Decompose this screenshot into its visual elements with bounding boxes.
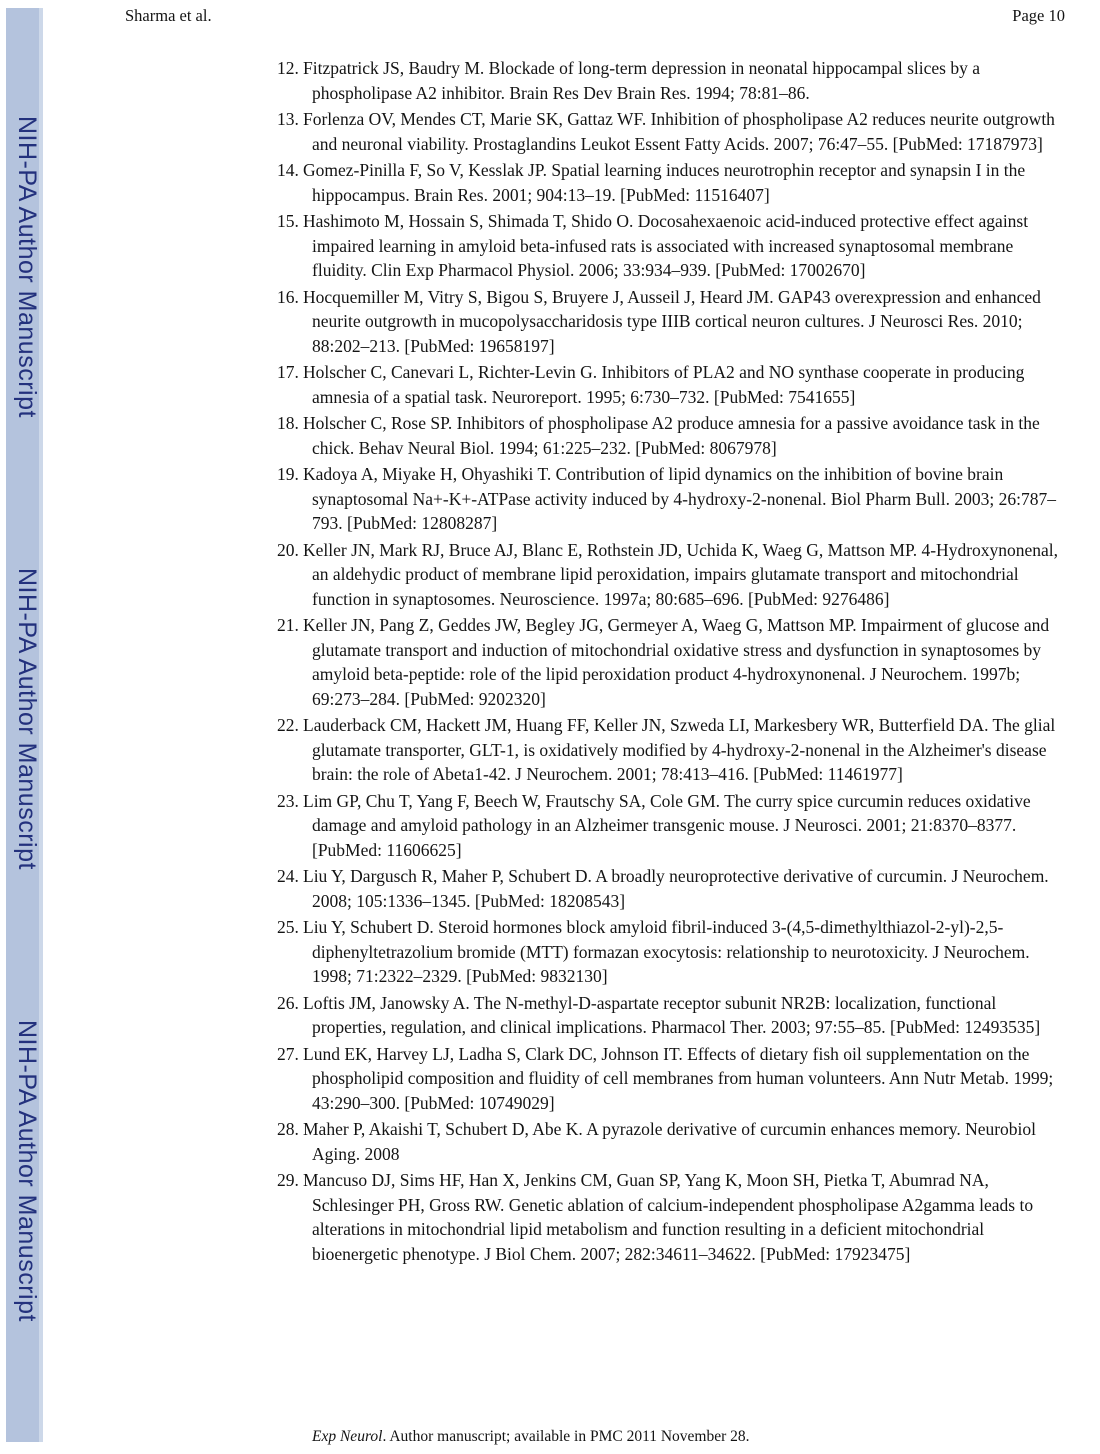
reference-item <box>277 158 1066 207</box>
reference-item <box>277 915 1066 989</box>
reference-text: Keller JN, Mark RJ, Bruce AJ, Blanc E, Rothstein JD, Uchida K, Waeg G, Mattson MP. 4-Hydroxynonenal, an aldehydic product of membrane lipid peroxidation, impairs glutamate transport and mitochondrial function in synaptosomes. Neuroscience. 1997a; 80:685–696. [PubMed: 9276486] <box>303 539 1059 609</box>
reference-item <box>277 107 1066 156</box>
reference-item <box>277 285 1066 359</box>
reference-item <box>277 462 1066 536</box>
reference-number: 17. <box>277 362 299 382</box>
reference-text: Forlenza OV, Mendes CT, Marie SK, Gattaz WF. Inhibition of phospholipase A2 reduces neurite outgrowth and neuronal viability. Prostaglandins Leukot Essent Fatty Acids. 2007; 76:47–55. [PubMed: 17187973] <box>303 109 1055 154</box>
references-list <box>277 56 1066 1268</box>
reference-text: Hashimoto M, Hossain S, Shimada T, Shido O. Docosahexaenoic acid-induced protective effect against impaired learning in amyloid beta-infused rats is associated with increased synaptosomal membrane fluidity. Clin Exp Pharmacol Physiol. 2006; 33:934–939. [PubMed: 17002670] <box>303 211 1029 280</box>
footer-citation-text: . Author manuscript; available in PMC 2011 November 28. <box>382 1428 750 1445</box>
nihpa-watermark-label-middle: NIH-PA Author Manuscript <box>13 568 41 870</box>
reference-text: Holscher C, Rose SP. Inhibitors of phospholipase A2 produce amnesia for a passive avoidance task in the chick. Behav Neural Biol. 1994; 61:225–232. [PubMed: 8067978] <box>303 413 1040 458</box>
reference-item <box>277 1117 1066 1166</box>
reference-text: Gomez-Pinilla F, So V, Kesslak JP. Spatial learning induces neurotrophin receptor and synapsin I in the hippocampus. Brain Res. 2001; 904:13–19. [PubMed: 11516407] <box>303 160 1026 205</box>
reference-text: Liu Y, Schubert D. Steroid hormones block amyloid fibril-induced 3-(4,5-dimethylthiazol-2-yl)-2,5-diphenyltetrazolium bromide (MTT) formazan exocytosis: relationship to neurotoxicity. J Neurochem. 1998; 71:2322–2329. [PubMed: 9832130] <box>303 917 1030 986</box>
reference-number: 23. <box>277 790 299 811</box>
footer-citation <box>312 1428 750 1446</box>
nihpa-watermark-label-top: NIH-PA Author Manuscript <box>13 116 41 418</box>
reference-item <box>277 789 1066 863</box>
reference-text: Liu Y, Dargusch R, Maher P, Schubert D. A broadly neuroprotective derivative of curcumin. J Neurochem. 2008; 105:1336–1345. [PubMed: 18208543] <box>303 866 1049 911</box>
reference-item <box>277 360 1066 409</box>
reference-number: 28. <box>277 1119 299 1139</box>
reference-number: 27. <box>277 1043 299 1064</box>
reference-text: Lim GP, Chu T, Yang F, Beech W, Frautschy SA, Cole GM. The curry spice curcumin reduces oxidative damage and amyloid pathology in an Alzheimer transgenic mouse. J Neurosci. 2001; 21:8370–8377. [PubMed: 11606625] <box>303 790 1031 860</box>
reference-text: Kadoya A, Miyake H, Ohyashiki T. Contribution of lipid dynamics on the inhibition of bovine brain synaptosomal Na+-K+-ATPase activity induced by 4-hydroxy-2-nonenal. Biol Pharm Bull. 2003; 26:787–793. [PubMed: 12808287] <box>303 464 1056 533</box>
reference-text: Maher P, Akaishi T, Schubert D, Abe K. A pyrazole derivative of curcumin enhances memory. Neurobiol Aging. 2008 <box>303 1119 1037 1164</box>
reference-number: 13. <box>277 109 299 129</box>
reference-number: 16. <box>277 286 299 307</box>
reference-number: 21. <box>277 615 299 635</box>
reference-text: Lauderback CM, Hackett JM, Huang FF, Keller JN, Szweda LI, Markesbery WR, Butterfield DA. The glial glutamate transporter, GLT-1, is oxidatively modified by 4-hydroxy-2-nonenal in the Alzheimer's disease brain: the role of Abeta1-42. J Neurochem. 2001; 78:413–416. [PubMed: 11461977] <box>303 715 1056 784</box>
nihpa-watermark-label-bottom: NIH-PA Author Manuscript <box>13 1020 41 1322</box>
reference-item <box>277 1042 1066 1116</box>
reference-item <box>277 991 1066 1040</box>
running-head-authors: Sharma et al. <box>125 6 212 25</box>
reference-number: 29. <box>277 1170 299 1190</box>
reference-text: Holscher C, Canevari L, Richter-Levin G. Inhibitors of PLA2 and NO synthase cooperate in producing amnesia of a spatial task. Neuroreport. 1995; 6:730–732. [PubMed: 7541655] <box>303 362 1025 407</box>
reference-item <box>277 209 1066 283</box>
reference-number: 24. <box>277 866 299 886</box>
reference-number: 26. <box>277 992 299 1013</box>
reference-number: 15. <box>277 211 299 231</box>
reference-item <box>277 864 1066 913</box>
reference-number: 20. <box>277 539 299 560</box>
reference-text: Mancuso DJ, Sims HF, Han X, Jenkins CM, Guan SP, Yang K, Moon SH, Pietka T, Abumrad NA, Schlesinger PH, Gross RW. Genetic ablation of calcium-independent phospholipase A2gamma leads to alterations in mitochondrial lipid metabolism and function resulting in a deficient mitochondrial bioenergetic phenotype. J Biol Chem. 2007; 282:34611–34622. [PubMed: 17923475] <box>303 1170 1034 1264</box>
reference-number: 12. <box>277 58 299 78</box>
reference-item <box>277 56 1066 105</box>
reference-number: 14. <box>277 160 299 180</box>
footer-journal-name: Exp Neurol <box>312 1428 383 1445</box>
reference-text: Fitzpatrick JS, Baudry M. Blockade of long-term depression in neonatal hippocampal slices by a phospholipase A2 inhibitor. Brain Res Dev Brain Res. 1994; 78:81–86. <box>303 58 980 103</box>
reference-item <box>277 538 1066 612</box>
page-number: Page 10 <box>1012 6 1065 25</box>
reference-text: Hocquemiller M, Vitry S, Bigou S, Bruyere J, Ausseil J, Heard JM. GAP43 overexpression and enhanced neurite outgrowth in mucopolysaccharidosis type IIIB cortical neuron cultures. J Neurosci Res. 2010; 88:202–213. [PubMed: 19658197] <box>303 286 1041 356</box>
reference-item <box>277 1168 1066 1266</box>
reference-number: 18. <box>277 413 299 433</box>
reference-number: 22. <box>277 715 299 735</box>
reference-text: Keller JN, Pang Z, Geddes JW, Begley JG, Germeyer A, Waeg G, Mattson MP. Impairment of glucose and glutamate transport and induction of mitochondrial oxidative stress and dysfunction in synaptosomes by amyloid beta-peptide: role of the lipid peroxidation product 4-hydroxynonenal. J Neurochem. 1997b; 69:273–284. [PubMed: 9202320] <box>303 615 1050 709</box>
reference-item <box>277 411 1066 460</box>
reference-number: 19. <box>277 464 299 484</box>
reference-text: Loftis JM, Janowsky A. The N-methyl-D-aspartate receptor subunit NR2B: localization, functional properties, regulation, and clinical implications. Pharmacol Ther. 2003; 97:55–85. [PubMed: 12493535] <box>303 992 1041 1037</box>
reference-number: 25. <box>277 917 299 937</box>
reference-item <box>277 713 1066 787</box>
reference-item <box>277 613 1066 711</box>
reference-text: Lund EK, Harvey LJ, Ladha S, Clark DC, Johnson IT. Effects of dietary fish oil supplementation on the phospholipid composition and fluidity of cell membranes from human volunteers. Ann Nutr Metab. 1999; 43:290–300. [PubMed: 10749029] <box>303 1043 1054 1113</box>
